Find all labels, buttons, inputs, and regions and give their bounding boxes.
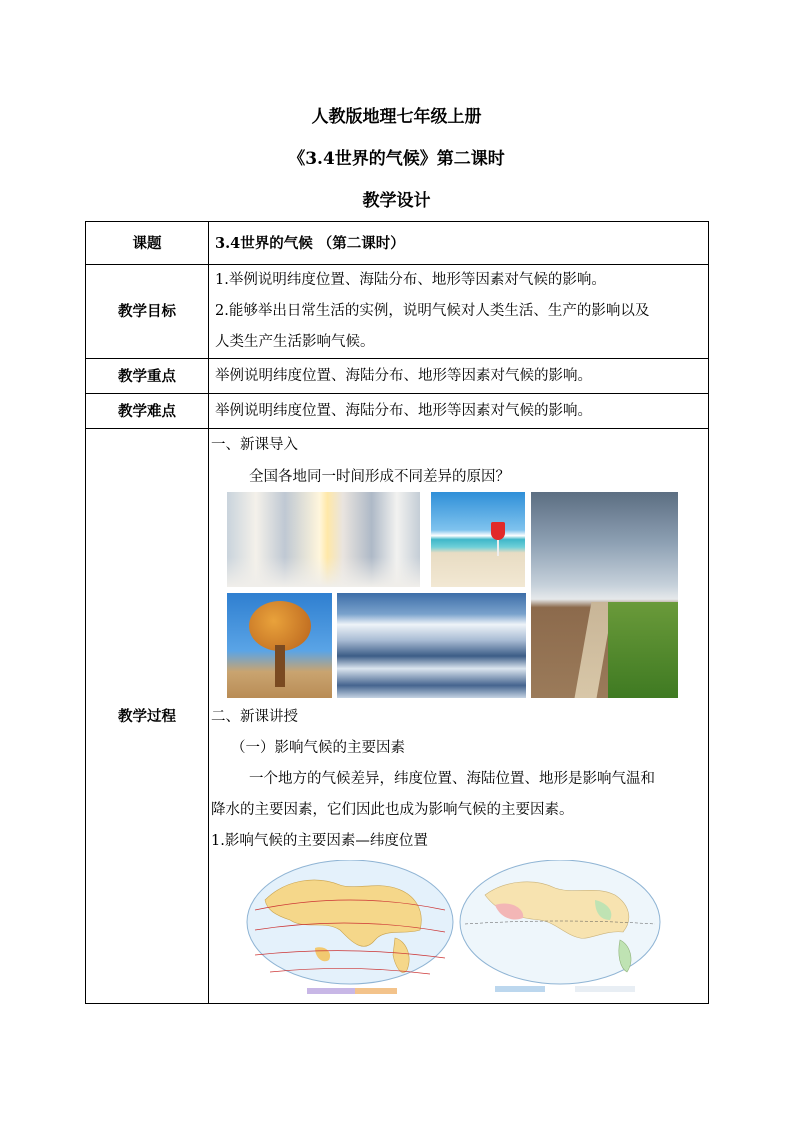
snow-mountains-photo [337, 593, 526, 698]
goal-value [209, 265, 709, 359]
goal-label: 教学目标 [86, 265, 209, 359]
row-goal [86, 265, 709, 359]
process-label: 教学过程 [86, 429, 209, 1004]
goal-line-2: 2.能够举出日常生活的实例，说明气候对人类生活、生产的影响以及 [215, 303, 650, 319]
world-temperature-map [245, 860, 455, 1000]
doc-title-line2: 《3.4世界的气候》第二课时 [288, 149, 505, 169]
title-value: 3.4世界的气候 （第二课时） [209, 222, 709, 265]
world-precipitation-map [455, 860, 665, 1000]
subsection-factors: （一）影响气候的主要因素 [231, 740, 405, 756]
section-intro: 一、新课导入 [211, 437, 298, 453]
lesson-table [85, 221, 709, 1004]
paragraph-line-2: 降水的主要因素，它们因此也成为影响气候的主要因素。 [211, 802, 574, 818]
section-lecture: 二、新课讲授 [211, 709, 298, 725]
beach-drink-photo [431, 492, 525, 587]
row-key [86, 359, 709, 394]
doc-title-line3: 教学设计 [362, 191, 431, 211]
row-difficulty [86, 394, 709, 429]
process-content [209, 429, 709, 1004]
difficulty-label: 教学难点 [86, 394, 209, 429]
item-latitude: 1.影响气候的主要因素—纬度位置 [211, 833, 428, 849]
dry-road-photo [531, 492, 678, 698]
intro-question: 全国各地同一时间形成不同差异的原因？ [249, 469, 510, 485]
key-value: 举例说明纬度位置、海陆分布、地形等因素对气候的影响。 [209, 359, 709, 394]
row-title [86, 222, 709, 265]
key-label: 教学重点 [86, 359, 209, 394]
paragraph-line-1: 一个地方的气候差异，纬度位置、海陆位置、地形是影响气温和 [249, 771, 655, 787]
process-body [209, 429, 708, 1003]
desert-tree-photo [227, 593, 332, 698]
goal-line-3: 人类生产生活影响气候。 [215, 334, 375, 350]
row-process [86, 429, 709, 1004]
goal-line-1: 1.举例说明纬度位置、海陆分布、地形等因素对气候的影响。 [215, 272, 606, 288]
difficulty-value: 举例说明纬度位置、海陆分布、地形等因素对气候的影响。 [209, 394, 709, 429]
title-label: 课题 [86, 222, 209, 265]
doc-title-line1: 人教版地理七年级上册 [311, 107, 482, 127]
snow-forest-photo [227, 492, 420, 587]
